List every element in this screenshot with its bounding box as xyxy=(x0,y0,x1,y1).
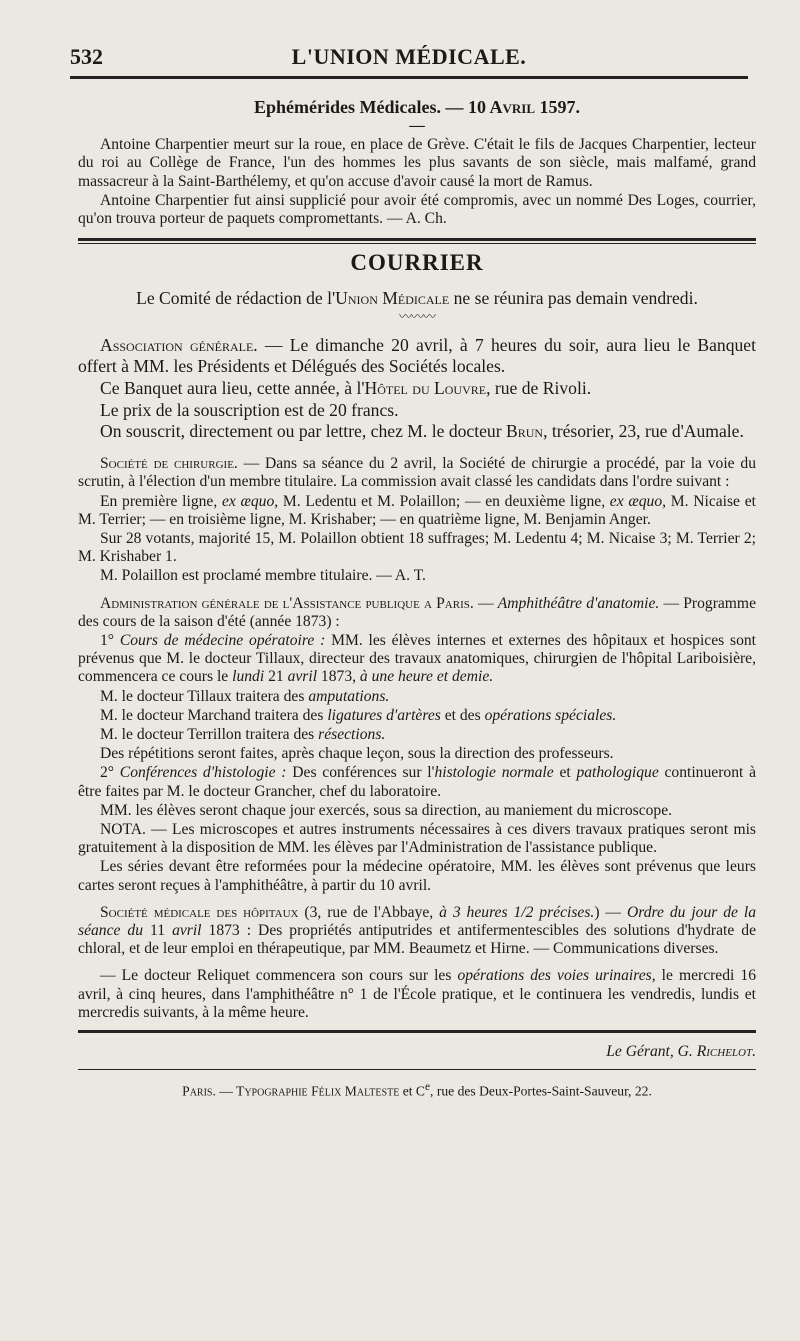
ephemerides-paragraph-1: Antoine Charpentier meurt sur la roue, en place de Grève. C'était le fils de Jacques Charpentier, lecteur du roi au Collège de France, l'un des hommes les plus savants de son siècle, mais malfamé, grand massacreur à la Saint-Barthélemy, et qu'on accuse d'avoir causé la mort de Ramus. xyxy=(78,136,756,190)
souscription-text-a: On souscrit, directement ou par lettre, chez M. le docteur xyxy=(100,421,506,442)
chirurgie-paragraph-2 xyxy=(78,493,756,529)
conf-num: 2° xyxy=(100,764,120,782)
running-head xyxy=(70,40,748,79)
ornament-divider: 〰〰〰 xyxy=(398,309,435,325)
association-text: — Le dimanche 20 avril, à 7 heures du soir, aura lieu le Banquet offert à MM. les Présidents et Délégués des Sociétés locales. xyxy=(78,335,756,377)
chirurgie-paragraph-3: Sur 28 votants, majorité 15, M. Polaillon obtient 18 suffrages; M. Ledentu 4; M. Nicaise 3; M. Terrier 2; M. Krishaber 1. xyxy=(78,530,756,566)
repetitions-paragraph: Des répétitions seront faites, après chaque leçon, sous la direction des professeurs. xyxy=(100,745,614,763)
cours-title: Cours de médecine opératoire : xyxy=(119,632,326,650)
banquet-hotel: Hôtel du Louvre xyxy=(364,377,487,398)
ephemerides-dash: — xyxy=(409,117,425,135)
journal-title: L'UNION MÉDICALE. xyxy=(291,44,527,69)
nota-paragraph: NOTA. — Les microscopes et autres instruments nécessaires à ces divers travaux pratiques seront mis gratuitement à la disposition de MM. les élèves par l'Administration de l'assistance publique. xyxy=(78,821,756,857)
courrier-title: COURRIER xyxy=(350,250,484,276)
hop-i3: avril xyxy=(172,922,202,940)
conf-b: et xyxy=(553,764,577,782)
chirurgie-text: — Dans sa séance du 2 avril, la Société de chirurgie a procédé, par la voie du scrutin, à l'élection d'un membre titulaire. La commission avait classé les candidats dans l'ordre suivant : xyxy=(78,455,756,491)
cours-time: à une heure et demie. xyxy=(359,668,494,686)
bottom-rule xyxy=(78,1030,756,1033)
tillaux-i: amputations. xyxy=(308,687,390,705)
hopitaux-label: Société médicale des hôpitaux xyxy=(100,903,299,921)
marchand-paragraph xyxy=(78,707,756,725)
comite-journal-name: Union Médicale xyxy=(335,288,450,309)
terrillon-a: M. le docteur Terrillon traitera des xyxy=(100,726,319,744)
chirurgie-label: Société de chirurgie. xyxy=(100,455,238,473)
spacer xyxy=(78,896,756,904)
administration-amphitheatre: Amphithéâtre d'anatomie. xyxy=(497,594,660,612)
cours-num: 1° xyxy=(100,632,120,650)
association-paragraph xyxy=(78,335,756,377)
terrillon-paragraph xyxy=(78,726,756,744)
chirurgie-paragraph-1 xyxy=(78,455,756,491)
ephemerides-paragraph-2: Antoine Charpentier fut ainsi supplicié pour avoir été compromis, avec un nommé Des Loges, courrier, qu'on trouva porteur de paquets compromettants. — A. Ch. xyxy=(78,191,756,228)
hop-a: (3, rue de l'Abbaye, xyxy=(298,903,440,921)
cours-paragraph xyxy=(78,632,756,687)
tillaux-a: M. le docteur Tillaux traitera des xyxy=(100,687,309,705)
spacer xyxy=(78,959,756,967)
chirurgie-paragraph-4: M. Polaillon est proclamé membre titulaire. — A. T. xyxy=(100,567,426,585)
cours-c: 1873, xyxy=(317,668,360,686)
chirurgie-p2-a: En première ligne, xyxy=(100,492,222,510)
reliquet-paragraph xyxy=(78,967,756,1022)
administration-b: — Programme des cours de la saison d'été (année 1873) : xyxy=(78,594,756,630)
terrillon-i: résections. xyxy=(318,726,386,744)
association-label: Association générale. xyxy=(100,335,258,356)
hop-b: ) — xyxy=(594,903,627,921)
marchand-a: M. le docteur Marchand traitera des xyxy=(100,706,328,724)
imprint xyxy=(78,1069,756,1101)
spacer xyxy=(78,443,756,455)
imprint-a: Paris. — Typographie xyxy=(182,1083,312,1099)
exerces-paragraph: MM. les élèves seront chaque jour exercés, sous sa direction, au maniement du microscope. xyxy=(100,801,673,819)
page-number: 532 xyxy=(70,44,103,69)
cours-date-lundi: lundi xyxy=(232,668,265,686)
chirurgie-p2-i1: ex æquo xyxy=(221,492,275,510)
conf-i2: histologie normale xyxy=(434,764,554,782)
banquet-text-c: , rue de Rivoli. xyxy=(486,377,592,398)
cours-a: MM. les élèves internes et externes des hôpitaux et hospices sont prévenus que M. le docteur Tillaux, directeur des travaux anatomiques, chirurgien de l'hôpital Lariboisière, commencera ce cours le xyxy=(78,632,757,686)
banquet-paragraph xyxy=(78,378,756,399)
signature-name: G. Richelot. xyxy=(677,1043,756,1061)
administration-label: Administration générale de l'Assistance publique a Paris. xyxy=(100,594,474,612)
chirurgie-p2-c: , M. Nicaise et M. Terrier; — en troisième ligne, M. Krishaber; — en quatrième ligne, M. Benjamin Anger. xyxy=(78,492,756,528)
ephemerides-title-main: Ephémérides Médicales. xyxy=(254,97,441,117)
imprint-c: et C xyxy=(399,1083,425,1099)
cours-date-avril: avril xyxy=(287,668,318,686)
hopitaux-paragraph xyxy=(78,904,756,959)
page-content xyxy=(78,90,756,1101)
marchand-b: et des xyxy=(440,706,485,724)
conf-c: continueront à être faites par M. le docteur Grancher, chef du laboratoire. xyxy=(78,764,756,800)
spacer xyxy=(78,587,756,595)
hop-d: 1873 : Des propriétés antiputrides et antifermentescibles des solutions d'hydrate de chloral, et de leur emploi en thérapeutique, par MM. Beaumetz et Hirne. — Communications diverses. xyxy=(78,922,756,958)
ephemerides-title xyxy=(78,98,756,116)
series-paragraph: Les séries devant être reformées pour la médecine opératoire, MM. les élèves sont prévenus que leurs cartes seront reçues à l'amphithéâtre, à partir du 10 avril. xyxy=(78,858,756,894)
comite-text-c: ne se réunira pas demain vendredi. xyxy=(449,288,698,309)
imprint-sup: e xyxy=(425,1081,431,1094)
hop-i1: à 3 heures 1/2 précises. xyxy=(439,903,595,921)
conf-a: Des conférences sur l' xyxy=(286,764,435,782)
marchand-i1: ligatures d'artères xyxy=(327,706,441,724)
cours-b: 21 xyxy=(264,668,288,686)
section-divider xyxy=(78,238,756,244)
comite-notice xyxy=(78,288,756,309)
conf-i3: pathologique xyxy=(576,764,659,782)
comite-text-a: Le Comité de rédaction de l' xyxy=(136,288,336,309)
reliquet-b: , le mercredi 16 avril, à cinq heures, dans l'amphithéâtre n° 1 de l'École pratique, et le continuera les vendredis, lundis et mercredis suivants, à la même heure. xyxy=(78,967,756,1021)
imprint-printer: Félix Malteste xyxy=(311,1083,400,1099)
administration-paragraph xyxy=(78,595,756,631)
hop-i2: Ordre du jour de la séance du xyxy=(78,903,756,940)
ephemerides-title-date: — 10 Avril 1597. xyxy=(440,97,580,117)
imprint-d: , rue des Deux-Portes-Saint-Sauveur, 22. xyxy=(430,1083,652,1099)
reliquet-i: opérations des voies urinaires xyxy=(457,967,652,985)
tillaux-paragraph xyxy=(78,688,756,706)
marchand-i2: opérations spéciales. xyxy=(484,706,617,724)
signature xyxy=(78,1043,756,1061)
souscription-text-c: , trésorier, 23, rue d'Aumale. xyxy=(543,421,744,442)
chirurgie-p2-i2: ex æquo xyxy=(609,492,663,510)
reliquet-a: — Le docteur Reliquet commencera son cours sur les xyxy=(100,967,458,985)
souscription-name: Brun xyxy=(505,421,544,442)
prix-paragraph: Le prix de la souscription est de 20 francs. xyxy=(100,399,399,420)
banquet-text-a: Ce Banquet aura lieu, cette année, à l' xyxy=(100,377,365,398)
souscription-paragraph xyxy=(78,421,756,442)
conf-title: Conférences d'histologie : xyxy=(119,764,287,782)
conferences-paragraph xyxy=(78,764,756,800)
chirurgie-p2-b: , M. Ledentu et M. Polaillon; — en deuxième ligne, xyxy=(274,492,610,510)
administration-a: — xyxy=(473,594,498,612)
signature-label: Le Gérant, xyxy=(606,1043,678,1061)
hop-c: 11 xyxy=(143,922,173,940)
